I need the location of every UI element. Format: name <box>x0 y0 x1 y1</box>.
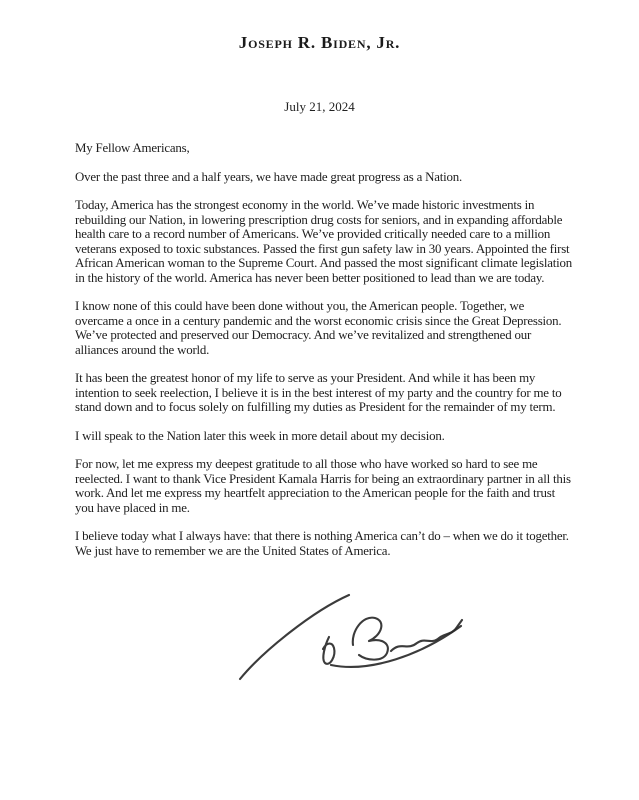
paragraph-stand-down: It has been the greatest honor of my life to serve as your President. And while it has been my intention to seek reelection, I believe it is in the best interest of my party and the country for me to stand down and to focus solely on fulfilling my duties as President for the remainder of my term. <box>75 371 562 414</box>
letter-date: July 21, 2024 <box>284 99 355 114</box>
signature-icon <box>225 593 475 688</box>
paragraph-gratitude: For now, let me express my deepest gratitude to all those who have worked so hard to see me reelected. I want to thank Vice President Kamala Harris for being an extraordinary partner in all this work. And let me express my heartfelt appreciation to the American people for the faith and trust you have placed in me. <box>75 457 571 515</box>
letterhead-name: Joseph R. Biden, Jr. <box>238 33 401 52</box>
salutation: My Fellow Americans, <box>75 141 190 155</box>
paragraph-american-people: I know none of this could have been done without you, the American people. Together, we overcame a once in a century pandemic and the worst economic crisis since the Great Depression. We’ve protected and preserved our Democracy. And we’ve revitalized and strengthened our alliances around the world. <box>75 299 562 357</box>
paragraph-economy: Today, America has the strongest economy in the world. We’ve made historic investments in rebuilding our Nation, in lowering prescription drug costs for seniors, and in expanding affordable health care to a record number of Americans. We’ve provided critically needed care to a million veterans exposed to toxic substances. Passed the first gun safety law in 30 years. Appointed the first African American woman to the Supreme Court. And passed the most significant climate legislation in the history of the world. America has never been better positioned to lead than we are today. <box>75 198 573 285</box>
signature-joe-biden <box>225 593 475 688</box>
paragraph-progress: Over the past three and a half years, we have made great progress as a Nation. <box>75 169 463 184</box>
paragraph-speak-to-nation: I will speak to the Nation later this week in more detail about my decision. <box>75 428 445 443</box>
letter-body <box>75 141 575 572</box>
paragraph-closing: I believe today what I always have: that there is nothing America can’t do – when we do it together. We just have to remember we are the United States of America. <box>75 529 569 558</box>
